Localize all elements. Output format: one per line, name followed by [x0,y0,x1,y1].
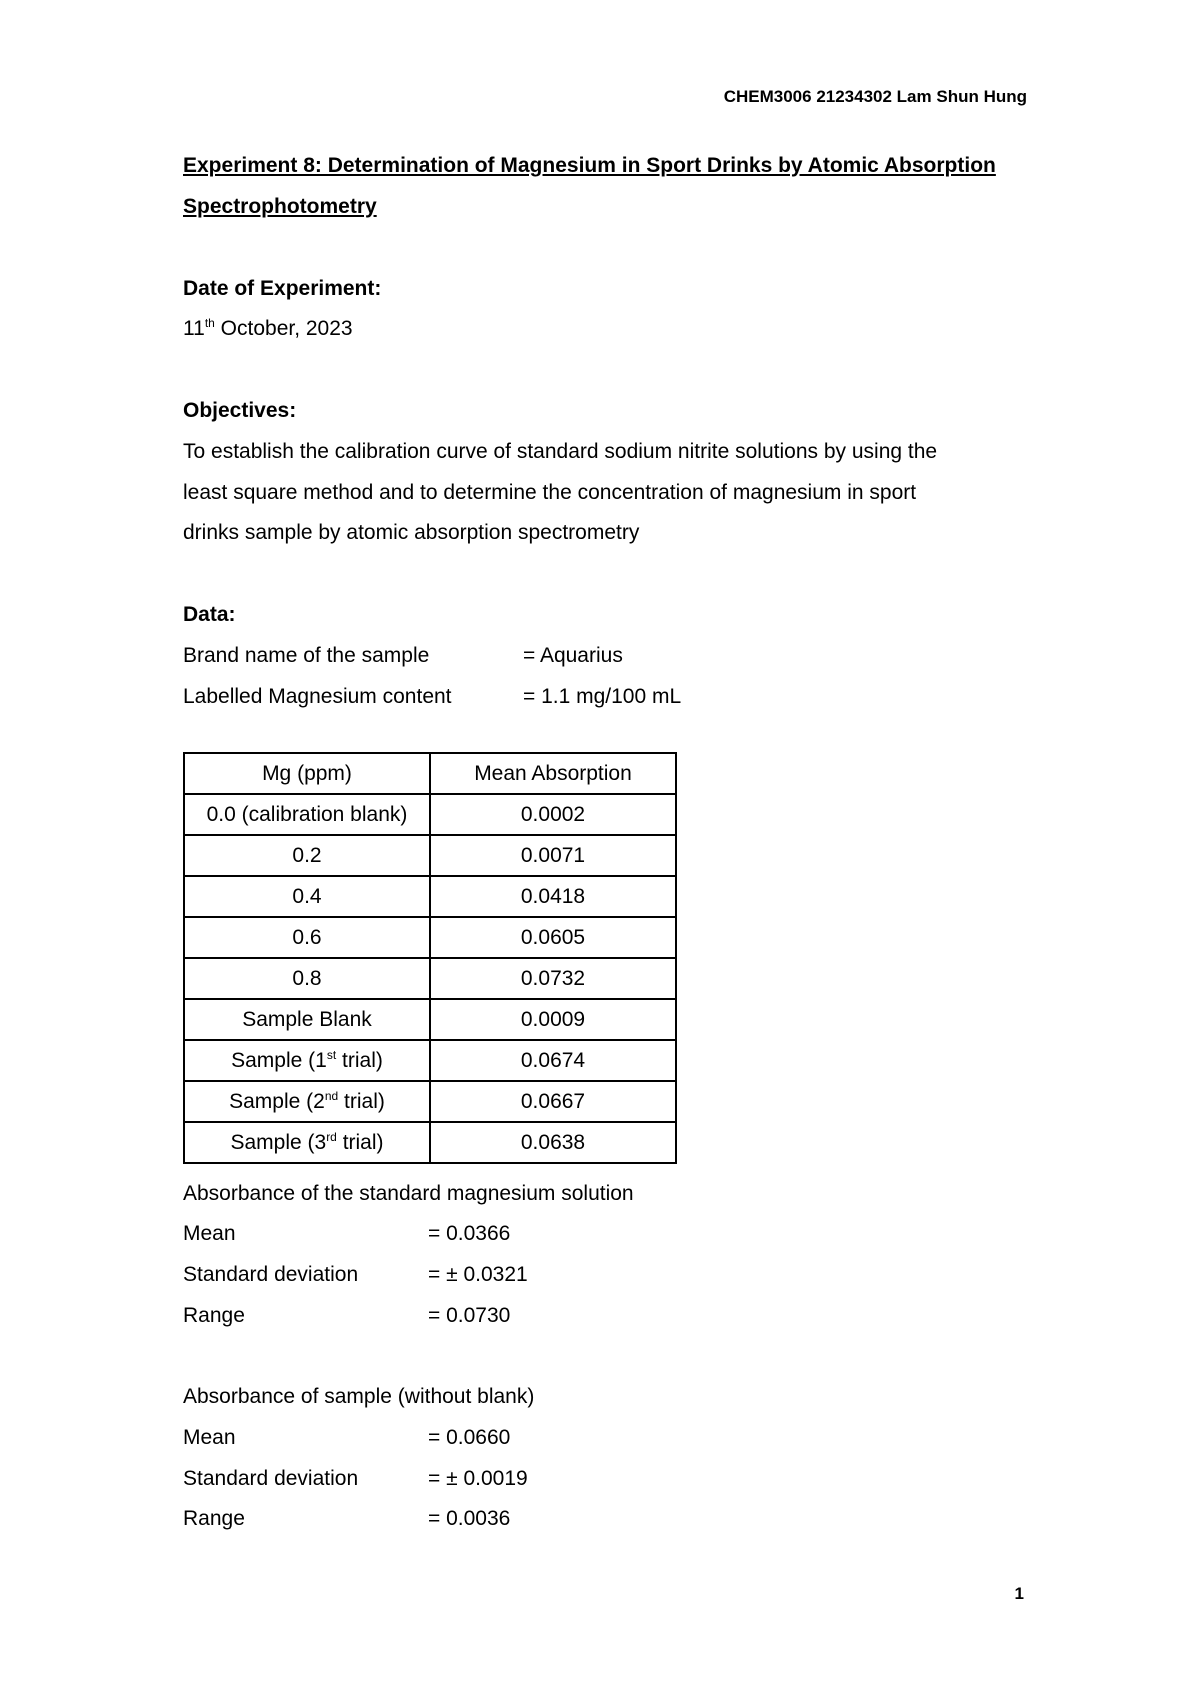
row-label [184,917,430,958]
row-label [184,1122,430,1163]
standard-sd-value: = ± 0.0321 [428,1263,528,1286]
date-label: Date of Experiment: [183,277,382,300]
row-value: 0.0002 [430,794,676,835]
row-value: 0.0638 [430,1122,676,1163]
row-value: 0.0667 [430,1081,676,1122]
label-text-post: trial) [338,1089,385,1113]
table-row [184,958,676,999]
page-header: CHEM3006 21234302 Lam Shun Hung [723,87,1027,106]
sample-mean-label: Mean [183,1426,236,1449]
row-value: 0.0674 [430,1040,676,1081]
table-row [184,794,676,835]
date-rest: October, 2023 [214,317,353,340]
label-text: 0.0 (calibration blank) [206,802,408,826]
header-mg-ppm: Mg (ppm) [184,753,430,794]
objectives-line-3: drinks sample by atomic absorption spectrometry [183,521,640,544]
row-label [184,876,430,917]
title-line-1: Experiment 8: Determination of Magnesium in Sport Drinks by Atomic Absorption [183,154,996,177]
row-value: 0.0605 [430,917,676,958]
table-row [184,917,676,958]
label-text: 0.2 [292,843,322,867]
title-line-2: Spectrophotometry [183,195,377,218]
sample-mean-value: = 0.0660 [428,1426,511,1449]
standard-sd-label: Standard deviation [183,1263,359,1286]
row-label [184,794,430,835]
header-mean-absorption: Mean Absorption [430,753,676,794]
row-label [184,999,430,1040]
standard-range-value: = 0.0730 [428,1304,511,1327]
absorption-table [183,752,677,1164]
row-value: 0.0071 [430,835,676,876]
label-text-post: trial) [336,1130,384,1154]
row-label [184,1040,430,1081]
standard-mean-label: Mean [183,1222,236,1245]
label-text-post: trial) [336,1048,383,1072]
brand-value: = Aquarius [523,644,623,667]
objectives-label: Objectives: [183,399,297,422]
sample-sd-value: = ± 0.0019 [428,1467,528,1490]
label-text: 0.6 [292,925,322,949]
row-value: 0.0418 [430,876,676,917]
page-number: 1 [1014,1584,1024,1603]
table-row [184,1081,676,1122]
row-label [184,1081,430,1122]
standard-range-label: Range [183,1304,245,1327]
brand-label: Brand name of the sample [183,644,430,667]
row-value: 0.0009 [430,999,676,1040]
date-suffix: th [204,316,215,330]
standard-mean-value: = 0.0366 [428,1222,511,1245]
label-text: Sample (1 [231,1048,327,1072]
objectives-line-2: least square method and to determine the concentration of magnesium in sport [183,481,917,504]
label-text: Sample (3 [230,1130,327,1154]
table-row [184,1040,676,1081]
row-label [184,835,430,876]
standard-stats-heading: Absorbance of the standard magnesium solution [183,1182,634,1205]
label-text: 0.8 [292,966,322,990]
label-sup: nd [324,1088,339,1103]
objectives-line-1: To establish the calibration curve of standard sodium nitrite solutions by using the [183,440,938,463]
label-text: Sample Blank [242,1007,372,1031]
label-text: Sample (2 [229,1089,325,1113]
table-row [184,835,676,876]
table-row [184,1122,676,1163]
data-label: Data: [183,603,236,626]
sample-stats-heading: Absorbance of sample (without blank) [183,1385,535,1408]
label-sup: rd [326,1129,337,1144]
date-day: 11 [183,317,205,340]
sample-range-label: Range [183,1507,245,1530]
label-text: 0.4 [292,884,322,908]
table-row [184,876,676,917]
mg-content-label: Labelled Magnesium content [183,685,452,708]
sample-range-value: = 0.0036 [428,1507,511,1530]
label-sup: st [326,1047,337,1062]
mg-content-value: = 1.1 mg/100 mL [523,685,682,708]
row-label [184,958,430,999]
table-header-row [184,753,676,794]
date-value [183,317,353,341]
table-row [184,999,676,1040]
sample-sd-label: Standard deviation [183,1467,359,1490]
row-value: 0.0732 [430,958,676,999]
